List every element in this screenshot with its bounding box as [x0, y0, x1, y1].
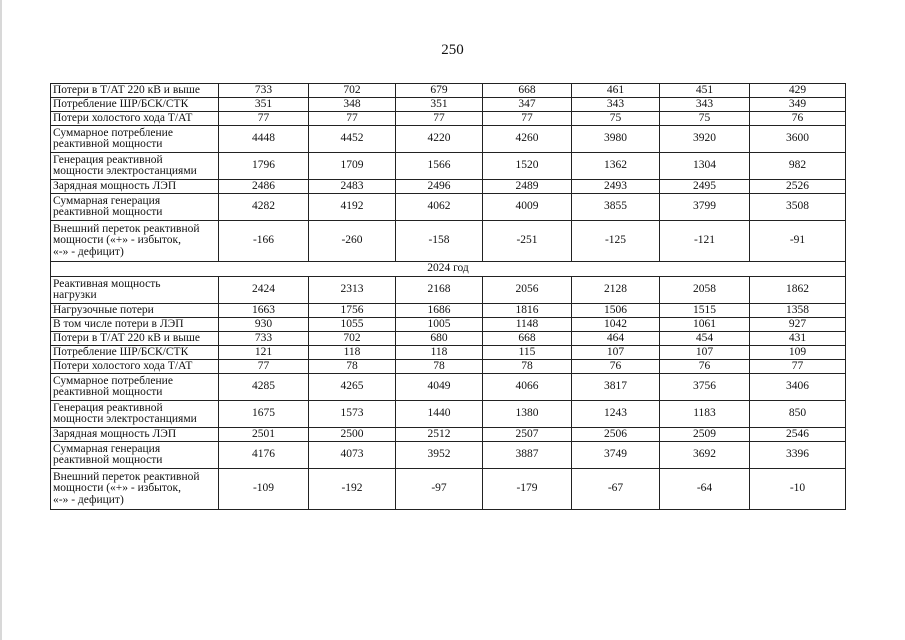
value-cell: 982: [750, 153, 846, 180]
value-cell: 2495: [660, 180, 750, 194]
value-cell: 1566: [396, 153, 483, 180]
value-cell: 348: [309, 98, 396, 112]
row-label-line: Зарядная мощность ЛЭП: [53, 427, 177, 440]
value-cell: 351: [396, 98, 483, 112]
value-cell: 78: [396, 360, 483, 374]
table-row: [51, 360, 846, 374]
value-cell: 2546: [750, 428, 846, 442]
row-label-line: реактивной мощности: [53, 454, 163, 466]
value-cell: 2486: [219, 180, 309, 194]
value-cell: 2168: [396, 277, 483, 304]
value-cell: 1709: [309, 153, 396, 180]
value-cell: 2500: [309, 428, 396, 442]
page-edge-shadow: [0, 0, 2, 640]
row-label: [51, 374, 219, 401]
table-row: [51, 332, 846, 346]
value-cell: -67: [572, 469, 660, 510]
value-cell: 76: [660, 360, 750, 374]
value-cell: 77: [750, 360, 846, 374]
value-cell: 3920: [660, 126, 750, 153]
table-row: [51, 126, 846, 153]
row-label-line: реактивной мощности: [53, 138, 163, 150]
table-row: [51, 469, 846, 510]
value-cell: -192: [309, 469, 396, 510]
value-cell: 1304: [660, 153, 750, 180]
value-cell: 75: [660, 112, 750, 126]
value-cell: 3799: [660, 194, 750, 221]
row-label-line: Зарядная мощность ЛЭП: [53, 179, 177, 192]
value-cell: 4220: [396, 126, 483, 153]
value-cell: 1756: [309, 304, 396, 318]
value-cell: 351: [219, 98, 309, 112]
value-cell: 2526: [750, 180, 846, 194]
value-cell: 1663: [219, 304, 309, 318]
value-cell: 78: [483, 360, 572, 374]
value-cell: -97: [396, 469, 483, 510]
value-cell: 3817: [572, 374, 660, 401]
value-cell: 77: [309, 112, 396, 126]
value-cell: -158: [396, 221, 483, 262]
value-cell: 107: [572, 346, 660, 360]
value-cell: 118: [309, 346, 396, 360]
value-cell: 4282: [219, 194, 309, 221]
value-cell: 2493: [572, 180, 660, 194]
value-cell: 77: [219, 360, 309, 374]
value-cell: 4285: [219, 374, 309, 401]
value-cell: 1515: [660, 304, 750, 318]
table-row: [51, 153, 846, 180]
value-cell: -109: [219, 469, 309, 510]
value-cell: 1440: [396, 401, 483, 428]
value-cell: 733: [219, 332, 309, 346]
value-cell: 930: [219, 318, 309, 332]
value-cell: 76: [572, 360, 660, 374]
row-label-line: Суммарная генерация: [53, 194, 161, 207]
value-cell: 2058: [660, 277, 750, 304]
row-label-line: мощности электростанциями: [53, 165, 197, 177]
row-label-line: Суммарная генерация: [53, 442, 161, 455]
value-cell: -251: [483, 221, 572, 262]
row-label-line: Потери холостого хода Т/АТ: [53, 359, 193, 372]
value-cell: -166: [219, 221, 309, 262]
value-cell: 850: [750, 401, 846, 428]
value-cell: 2509: [660, 428, 750, 442]
value-cell: 702: [309, 84, 396, 98]
value-cell: 78: [309, 360, 396, 374]
value-cell: -121: [660, 221, 750, 262]
row-label: [51, 346, 219, 360]
row-label: [51, 318, 219, 332]
value-cell: 4073: [309, 442, 396, 469]
value-cell: 429: [750, 84, 846, 98]
value-cell: 109: [750, 346, 846, 360]
value-cell: 75: [572, 112, 660, 126]
row-label-line: Реактивная мощность: [53, 277, 161, 290]
value-cell: 118: [396, 346, 483, 360]
value-cell: 1055: [309, 318, 396, 332]
value-cell: 2501: [219, 428, 309, 442]
value-cell: 464: [572, 332, 660, 346]
row-label: [51, 126, 219, 153]
value-cell: 4448: [219, 126, 309, 153]
value-cell: 76: [750, 112, 846, 126]
value-cell: -64: [660, 469, 750, 510]
year-section-row: [51, 262, 846, 277]
value-cell: 343: [572, 98, 660, 112]
value-cell: 115: [483, 346, 572, 360]
year-section-label: 2024 год: [51, 262, 846, 277]
value-cell: 4066: [483, 374, 572, 401]
value-cell: 2506: [572, 428, 660, 442]
row-label-line: Суммарное потребление: [53, 126, 173, 139]
value-cell: 77: [219, 112, 309, 126]
value-cell: 121: [219, 346, 309, 360]
value-cell: 461: [572, 84, 660, 98]
row-label: [51, 194, 219, 221]
value-cell: 4009: [483, 194, 572, 221]
value-cell: 1862: [750, 277, 846, 304]
value-cell: 1061: [660, 318, 750, 332]
value-cell: 1520: [483, 153, 572, 180]
value-cell: 3952: [396, 442, 483, 469]
row-label: [51, 428, 219, 442]
row-label-line: «-» - дефицит): [53, 245, 124, 258]
reactive-power-balance-table: [50, 83, 846, 510]
value-cell: 1675: [219, 401, 309, 428]
row-label-line: реактивной мощности: [53, 386, 163, 398]
row-label-line: Генерация реактивной: [53, 401, 163, 414]
table-row: [51, 428, 846, 442]
row-label: [51, 360, 219, 374]
row-label-line: Потери холостого хода Т/АТ: [53, 111, 193, 124]
row-label-line: Потребление ШР/БСК/СТК: [53, 345, 189, 358]
row-label-line: Внешний переток реактивной: [53, 470, 200, 483]
value-cell: 2128: [572, 277, 660, 304]
table-row: [51, 304, 846, 318]
row-label-line: нагрузки: [53, 289, 97, 301]
row-label-line: В том числе потери в ЛЭП: [53, 317, 184, 330]
value-cell: 4260: [483, 126, 572, 153]
row-label: [51, 304, 219, 318]
value-cell: 454: [660, 332, 750, 346]
value-cell: 431: [750, 332, 846, 346]
value-cell: 1362: [572, 153, 660, 180]
table-row: [51, 401, 846, 428]
value-cell: 3756: [660, 374, 750, 401]
row-label: [51, 112, 219, 126]
value-cell: 1573: [309, 401, 396, 428]
row-label: [51, 332, 219, 346]
value-cell: 2424: [219, 277, 309, 304]
value-cell: 1380: [483, 401, 572, 428]
row-label-line: мощности («+» - избыток,: [53, 482, 181, 495]
row-label-line: Потери в Т/АТ 220 кВ и выше: [53, 331, 200, 344]
value-cell: 77: [483, 112, 572, 126]
row-label-line: реактивной мощности: [53, 206, 163, 218]
value-cell: 4176: [219, 442, 309, 469]
table-row: [51, 318, 846, 332]
value-cell: 3600: [750, 126, 846, 153]
table-row: [51, 346, 846, 360]
value-cell: 1183: [660, 401, 750, 428]
table-row: [51, 221, 846, 262]
value-cell: 4265: [309, 374, 396, 401]
value-cell: 3887: [483, 442, 572, 469]
value-cell: 2496: [396, 180, 483, 194]
value-cell: 3406: [750, 374, 846, 401]
row-label: [51, 442, 219, 469]
row-label-line: Нагрузочные потери: [53, 303, 154, 316]
value-cell: 3855: [572, 194, 660, 221]
value-cell: 1816: [483, 304, 572, 318]
value-cell: 702: [309, 332, 396, 346]
value-cell: 668: [483, 84, 572, 98]
value-cell: 927: [750, 318, 846, 332]
value-cell: 77: [396, 112, 483, 126]
row-label: [51, 84, 219, 98]
table-row: [51, 194, 846, 221]
value-cell: 451: [660, 84, 750, 98]
row-label: [51, 153, 219, 180]
value-cell: 4062: [396, 194, 483, 221]
value-cell: 1686: [396, 304, 483, 318]
value-cell: -125: [572, 221, 660, 262]
value-cell: -260: [309, 221, 396, 262]
value-cell: 2483: [309, 180, 396, 194]
table-row: [51, 442, 846, 469]
value-cell: 3508: [750, 194, 846, 221]
row-label-line: мощности электростанциями: [53, 413, 197, 425]
value-cell: 3980: [572, 126, 660, 153]
row-label: [51, 277, 219, 304]
table-row: [51, 84, 846, 98]
value-cell: 679: [396, 84, 483, 98]
value-cell: 1042: [572, 318, 660, 332]
row-label: [51, 98, 219, 112]
value-cell: 4049: [396, 374, 483, 401]
row-label-line: Суммарное потребление: [53, 374, 173, 387]
row-label-line: мощности («+» - избыток,: [53, 234, 181, 247]
table-row: [51, 180, 846, 194]
value-cell: 343: [660, 98, 750, 112]
value-cell: 1243: [572, 401, 660, 428]
value-cell: 1005: [396, 318, 483, 332]
value-cell: 2056: [483, 277, 572, 304]
table-row: [51, 374, 846, 401]
page-number: 250: [441, 42, 464, 58]
value-cell: 1796: [219, 153, 309, 180]
row-label: [51, 180, 219, 194]
value-cell: 347: [483, 98, 572, 112]
row-label: [51, 221, 219, 262]
table-row: [51, 98, 846, 112]
value-cell: 2507: [483, 428, 572, 442]
value-cell: -91: [750, 221, 846, 262]
value-cell: 2512: [396, 428, 483, 442]
row-label-line: «-» - дефицит): [53, 493, 124, 506]
value-cell: 733: [219, 84, 309, 98]
row-label-line: Генерация реактивной: [53, 153, 163, 166]
value-cell: 1506: [572, 304, 660, 318]
value-cell: 1358: [750, 304, 846, 318]
row-label-line: Потери в Т/АТ 220 кВ и выше: [53, 83, 200, 96]
value-cell: 3749: [572, 442, 660, 469]
value-cell: 349: [750, 98, 846, 112]
row-label-line: Внешний переток реактивной: [53, 222, 200, 235]
value-cell: 107: [660, 346, 750, 360]
table-row: [51, 112, 846, 126]
value-cell: 1148: [483, 318, 572, 332]
value-cell: 3396: [750, 442, 846, 469]
row-label: [51, 469, 219, 510]
value-cell: 3692: [660, 442, 750, 469]
value-cell: -10: [750, 469, 846, 510]
value-cell: 4452: [309, 126, 396, 153]
row-label-line: Потребление ШР/БСК/СТК: [53, 97, 189, 110]
value-cell: 4192: [309, 194, 396, 221]
value-cell: 2489: [483, 180, 572, 194]
value-cell: 680: [396, 332, 483, 346]
table-row: [51, 277, 846, 304]
value-cell: 2313: [309, 277, 396, 304]
value-cell: -179: [483, 469, 572, 510]
value-cell: 668: [483, 332, 572, 346]
row-label: [51, 401, 219, 428]
